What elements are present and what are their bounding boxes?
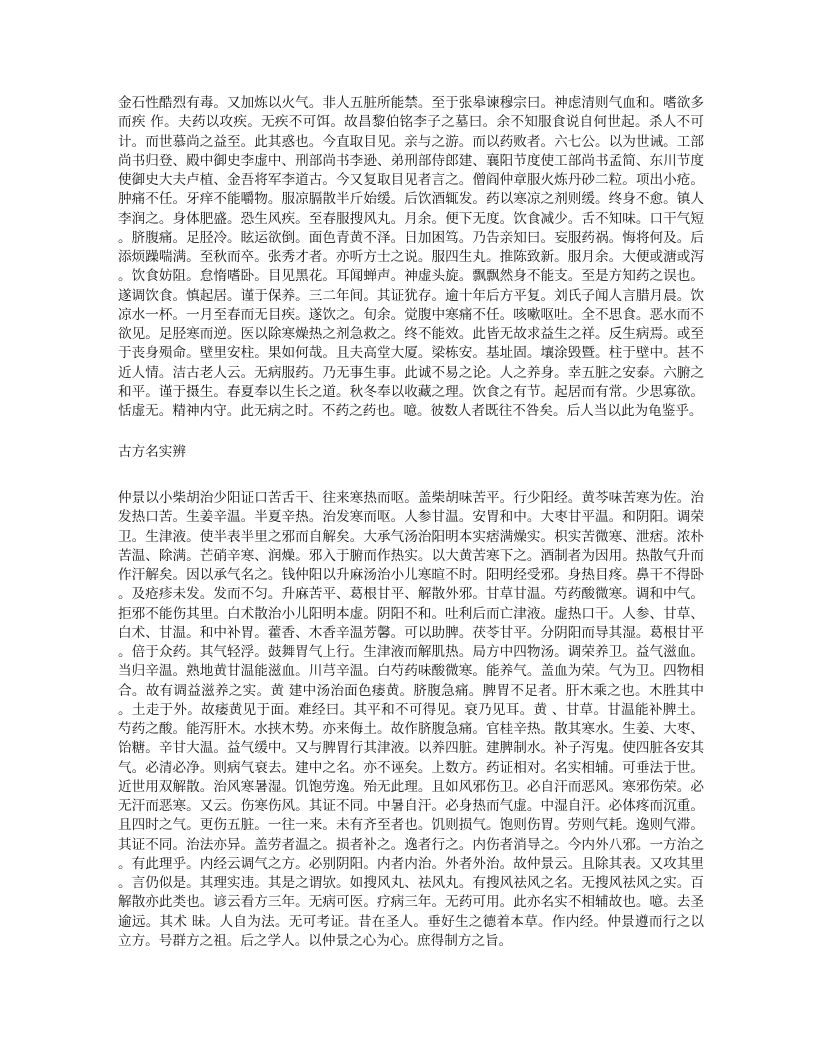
paragraph-medicine-abuse: 金石性酷烈有毒。又加炼以火气。非人五脏所能禁。至于张皋谏穆宗曰。神虑清则气血和。嗜欲多而疾 作。夫药以攻疾。无疾不可饵。故昌黎伯铭李子之墓曰。余不知服食说自何世起。杀人不可计。而世慕尚之益至。此其惑也。今直取目见。亲与之游。而以药败者。六七公。以为世诫。工部尚书归登、殿中御史李虚中、刑部尚书李逊、弟刑部侍郎建、襄阳节度使工部尚书孟简、东川节度使御史大夫卢植、金吾将军李道古。今又复取目见者言之。僧阎仲章服火炼丹砂二粒。项出小疮。肿痛不任。牙痒不能嚼物。服凉膈散半斤始缓。后饮酒辄发。药以寒凉之剂则缓。终身不愈。镇人李润之。身体肥盛。恐生风疾。至春服搜风丸。月余。便下无度。饮食减少。舌不知味。口干气短。脐腹痛。足胫冷。眩运欲倒。面色青黄不泽。日加困笃。乃告亲知曰。妄服药祸。悔将何及。后添烦躁喘满。至秋而卒。张秀才者。亦听方士之说。服四生丸。推陈致新。服月余。大便或溏或泻。饮食妨阻。怠惰嗜卧。目见黑花。耳闻蝉声。神虚头旋。飘飘然身不能支。至是方知药之误也。遂调饮食。慎起居。谨于保养。三二年间。其证犹存。逾十年后方平复。刘氏子闻人言腊月晨。饮凉水一杯。一月至春而无目疾。遂饮之。旬余。觉腹中寒痛不任。咳嗽呕吐。全不思食。恶水而不欲见。足胫寒而逆。医以除寒燥热之剂急救之。终不能效。此皆无故求益生之祥。反生病焉。或至于丧身殒命。壁里安柱。果如何哉。且夫高堂大厦。梁栋安。基址固。壤涂毁暨。柱于壁中。甚不近人情。洁古老人云。无病服药。乃无事生事。此诚不易之论。人之养身。幸五脏之安泰。六腑之和平。谨于摄生。春夏奉以生长之道。秋冬奉以收藏之理。饮食之有节。起居而有常。少思寡欲。恬虚无。精神内守。此无病之时。不药之药也。噫。彼数人者既往不咎矣。后人当以此为龟鉴乎。: [118, 95, 704, 419]
section-title: 古方名实辨: [118, 444, 186, 460]
paragraph-ancient-formulas: 仲景以小柴胡治少阳证口苦舌干、往来寒热而呕。盖柴胡味苦平。行少阳经。黄芩味苦寒为佐。治发热口苦。生姜辛温。半夏辛热。治发寒而呕。人参甘温。安胃和中。大枣甘平温。和阴阳。调荣卫。生津液。使半表半里之邪而自解矣。大承气汤治阳明本实痞满燥实。枳实苦微寒、泄痞。浓朴苦温、除满。芒硝辛寒、润燥。邪入于腑而作热实。以大黄苦寒下之。酒制者为因用。热散气升而作汗解矣。因以承气名之。钱仲阳以升麻汤治小儿寒暄不时。阳明经受邪。身热目疼。鼻干不得卧。及疮疹未发。发而不匀。升麻苦平、葛根甘平、解散外邪。甘草甘温。芍药酸微寒。调和中气。拒邪不能伤其里。白术散治小儿阳明本虚。阴阳不和。吐利后而亡津液。虚热口干。人参、甘草、白术、甘温。和中补胃。藿香、木香辛温芳馨。可以助脾。茯苓甘平。分阴阳而导其湿。葛根甘平。倍于众药。其气轻浮。鼓舞胃气上行。生津液而解肌热。局方中四物汤。调荣养卫。益气滋血。当归辛温。熟地黄甘温能滋血。川芎辛温。白芍药味酸微寒。能养气。盖血为荣。气为卫。四物相合。故有调益滋养之实。黄 建中汤治面色痿黄。脐腹急痛。脾胃不足者。肝木乘之也。木胜其中。土走于外。故痿黄见于面。难经曰。其平和不可得见。衰乃见耳。黄 、甘草。甘温能补脾土。芍药之酸。能泻肝木。水挟木势。亦来侮土。故作脐腹急痛。官桂辛热。散其寒水。生姜、大枣、饴糖。辛甘大温。益气缓中。又与脾胃行其津液。以养四脏。建脾制水。补子泻鬼。使四脏各安其气。必清必净。则病气衰去。建中之名。亦不诬矣。上数方。药证相对。名实相辅。可垂法于世。近世用双解散。治风寒暑湿。饥饱劳逸。殆无此理。且如风邪伤卫。必自汗而恶风。寒邪伤荣。必无汗而恶寒。又云。伤寒伤风。其证不同。中暑自汗。必身热而气虚。中湿自汗。必体疼而沉重。且四时之气。更伤五脏。一往一来。未有齐至者也。饥则损气。饱则伤胃。劳则气耗。逸则气滞。其证不同。治法亦异。盖劳者温之。损者补之。逸者行之。内伤者消导之。今内外八邪。一方治之。有此理乎。内经云调气之方。必别阴阳。内者内治。外者外治。故仲景云。且除其表。又攻其里。言仍似是。其理实违。其是之谓欤。如搜风丸、祛风丸。有搜风祛风之名。无搜风祛风之实。百解散亦此类也。谚云看方三年。无病可医。疗病三年。无药可用。此亦名实不相辅故也。噫。去圣逾远。其术 昧。人自为法。无可考证。昔在圣人。垂好生之德着本草。作内经。仲景遵而行之以立方。号群方之祖。后之学人。以仲景之心为心。庶得制方之旨。: [118, 490, 704, 949]
section-body: [118, 489, 704, 951]
document-body: [118, 94, 704, 421]
